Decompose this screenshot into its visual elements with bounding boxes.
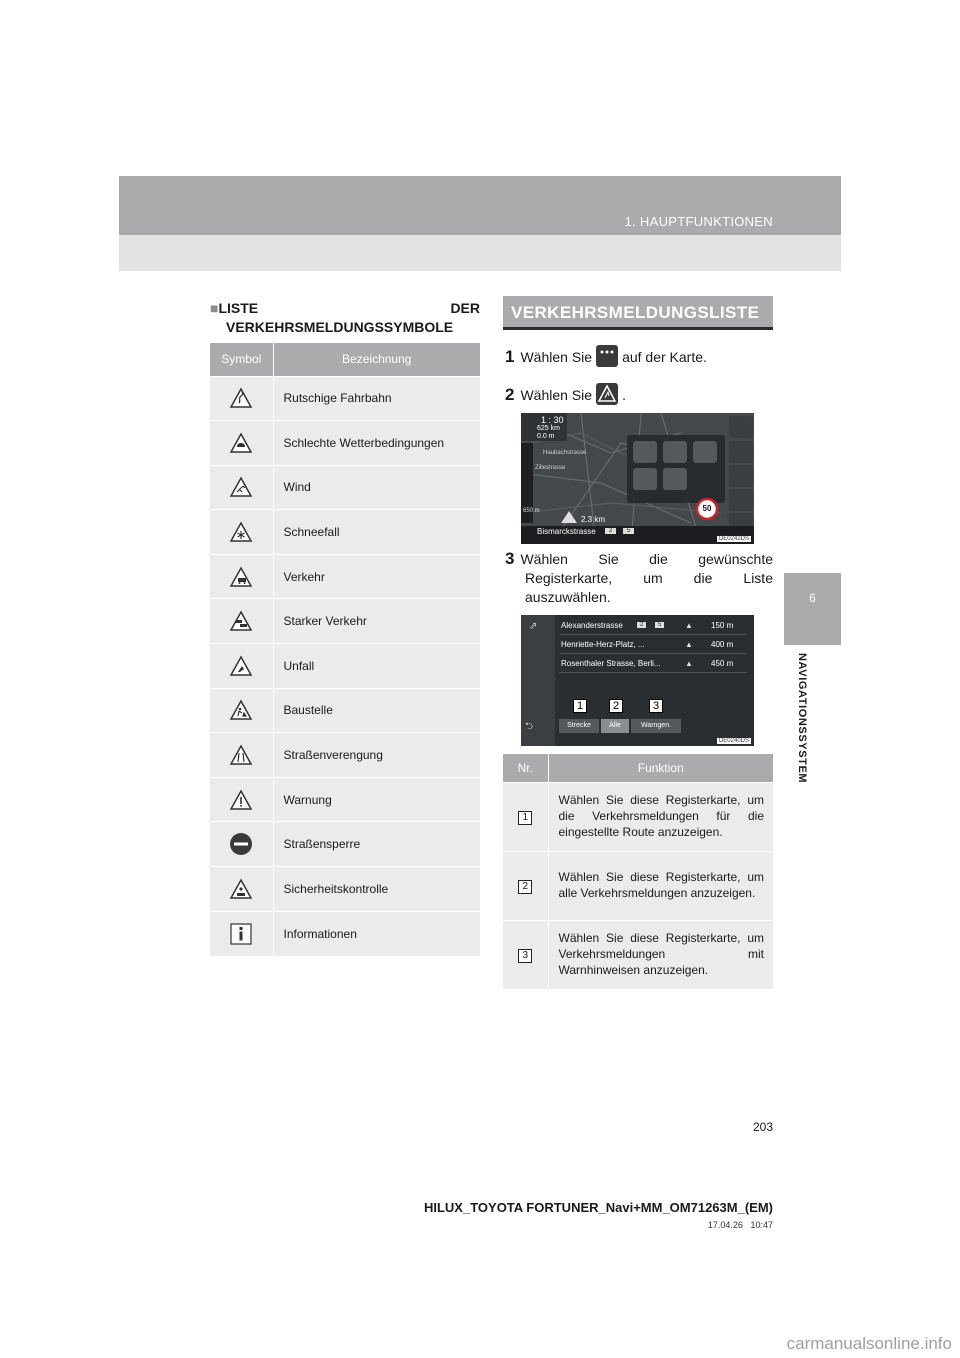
table-row	[503, 782, 773, 851]
table-row	[210, 822, 480, 867]
heading-word-2: DER	[450, 300, 480, 316]
map-badge: 2	[605, 528, 616, 534]
table-row	[503, 851, 773, 920]
row-label: Unfall	[273, 644, 480, 689]
table-row	[210, 554, 480, 599]
col-symbol: Symbol	[210, 343, 273, 376]
footer-timestamp	[708, 1220, 773, 1230]
row-label: Warnung	[273, 777, 480, 822]
map-dist-bottom: 2.3 km	[581, 515, 606, 524]
step-number: 3	[505, 549, 515, 568]
list-item	[559, 656, 747, 673]
map-street-1: Haubachstrasse	[543, 450, 587, 456]
row-label: Schneefall	[273, 510, 480, 555]
step-number: 2	[505, 385, 515, 404]
table-row	[210, 465, 480, 510]
watermark: carmanualsonline.info	[786, 1334, 952, 1353]
list-item-dist: 150 m	[711, 621, 734, 630]
row-description: Wählen Sie diese Registerkarte, um Verkehrsmeldungen mit Warnhinweisen anzuzeigen.	[548, 920, 773, 989]
callout-1: 1	[573, 699, 587, 713]
step-text: Wählen Sie	[520, 349, 593, 365]
chapter-side-tab	[784, 573, 841, 813]
step-text: .	[622, 387, 626, 403]
symbol-table	[210, 343, 480, 956]
map-view	[521, 413, 754, 544]
list-map-icon: ⇗	[529, 621, 538, 632]
list-item	[559, 637, 747, 654]
chapter-label: NAVIGATIONSSYSTEM	[796, 653, 808, 784]
row-label: Wind	[273, 465, 480, 510]
list-item-badge: 5	[655, 622, 664, 628]
tab-alle[interactable]: Alle	[601, 719, 629, 733]
list-item-name: Henriette-Herz-Platz, ...	[561, 640, 645, 649]
footer-time: 10:47	[750, 1220, 773, 1230]
step-number: 1	[505, 347, 515, 366]
map-screenshot	[521, 413, 754, 544]
back-icon[interactable]: ⮌	[525, 721, 534, 732]
col-function: Funktion	[548, 754, 773, 782]
roadworks-icon	[229, 699, 253, 721]
chapter-number: 6	[784, 573, 841, 645]
table-row	[210, 376, 480, 421]
wind-icon	[229, 476, 253, 498]
header-band	[119, 176, 841, 235]
row-number: 3	[518, 949, 532, 963]
heavy-traffic-icon	[229, 610, 253, 632]
list-item-badge: 2	[637, 622, 646, 628]
callout-2: 2	[609, 699, 623, 713]
traffic-warning-icon: ▲	[685, 659, 693, 668]
step-text: Registerkarte, um die Liste	[525, 570, 773, 586]
row-description: Wählen Sie diese Registerkarte, um alle Verkehrsmeldungen anzuzeigen.	[548, 851, 773, 920]
chapter-title: 1. HAUPTFUNKTIONEN	[624, 214, 773, 229]
list-item-name: Rosenthaler Strasse, Berli...	[561, 659, 661, 668]
step-text: Wählen Sie	[520, 387, 593, 403]
footer-date: 17.04.26	[707, 1220, 743, 1230]
heading-line-2: VERKEHRSMELDUNGSSYMBOLE	[226, 319, 454, 335]
row-number: 1	[518, 811, 532, 825]
section-band-title: VERKEHRSMELDUNGSLISTE	[503, 296, 773, 330]
table-row	[210, 421, 480, 466]
snowfall-icon	[229, 521, 253, 543]
map-current-street: Bismarckstrasse	[537, 527, 596, 536]
more-dots-icon	[596, 345, 618, 367]
tab-warngen[interactable]: Warngen.	[631, 719, 681, 733]
heading-bullet: ■	[210, 300, 219, 316]
row-label: Straßensperre	[273, 822, 480, 867]
table-row	[210, 644, 480, 689]
traffic-warning-icon	[596, 383, 618, 405]
step-1	[505, 347, 773, 369]
table-row	[210, 510, 480, 555]
row-description: Wählen Sie diese Registerkarte, um die Verkehrsmeldungen für die eingestellte Route anzuzeigen.	[548, 782, 773, 851]
step-3	[505, 549, 773, 607]
row-label: Starker Verkehr	[273, 599, 480, 644]
row-label: Straßenverengung	[273, 733, 480, 778]
page-header	[119, 176, 841, 271]
warning-icon	[229, 789, 253, 811]
row-label: Verkehr	[273, 554, 480, 599]
table-row	[210, 688, 480, 733]
traffic-icon	[229, 566, 253, 588]
list-item-dist: 400 m	[711, 640, 734, 649]
image-code: DE0240DS	[718, 738, 749, 744]
row-label: Rutschige Fahrbahn	[273, 376, 480, 421]
step-2	[505, 385, 773, 407]
heading-word-1: LISTE	[218, 300, 259, 316]
traffic-warning-icon: ▲	[685, 621, 693, 630]
footer-doc-id: HILUX_TOYOTA FORTUNER_Navi+MM_OM71263M_(EM)	[423, 1200, 773, 1215]
road-narrowing-icon	[229, 744, 253, 766]
map-dist-zero: 0.0 m	[537, 433, 555, 440]
table-row	[210, 733, 480, 778]
speed-limit-sign: 50	[702, 504, 712, 513]
section-heading	[210, 299, 480, 337]
table-row	[503, 920, 773, 989]
callout-3: 3	[649, 699, 663, 713]
function-table	[503, 754, 773, 989]
page-number: 203	[753, 1120, 774, 1134]
slippery-road-icon	[229, 387, 253, 409]
map-street-2: Zillestrasse	[535, 465, 566, 471]
table-row	[210, 777, 480, 822]
accident-icon	[229, 655, 253, 677]
list-item-name: Alexanderstrasse	[561, 621, 623, 630]
map-scale: 1 : 30	[541, 415, 564, 425]
image-code: DE0242DS	[718, 536, 749, 542]
col-name: Bezeichnung	[273, 343, 480, 376]
table-row	[210, 867, 480, 912]
traffic-list-screenshot	[521, 615, 754, 746]
col-nr: Nr.	[503, 754, 548, 782]
road-closed-icon	[229, 832, 253, 856]
row-number: 2	[518, 880, 532, 894]
row-label: Informationen	[273, 911, 480, 956]
traffic-warning-icon: ▲	[685, 640, 693, 649]
step-text: auszuwählen.	[525, 589, 611, 605]
table-row	[210, 911, 480, 956]
map-badge: 5	[623, 528, 634, 534]
list-item	[559, 618, 747, 635]
information-icon	[230, 923, 252, 945]
table-row	[210, 599, 480, 644]
tab-strecke[interactable]: Strecke	[559, 719, 599, 733]
security-check-icon	[229, 878, 253, 900]
step-text: auf der Karte.	[622, 349, 707, 365]
step-text: Wählen Sie die gewünschte	[520, 551, 773, 567]
map-dist-top: 625 km	[537, 425, 560, 432]
row-label: Sicherheitskontrolle	[273, 867, 480, 912]
list-item-dist: 450 m	[711, 659, 734, 668]
row-label: Schlechte Wetterbedingungen	[273, 421, 480, 466]
row-label: Baustelle	[273, 688, 480, 733]
map-dist-left: 650 m	[523, 508, 540, 514]
bad-weather-icon	[229, 432, 253, 454]
